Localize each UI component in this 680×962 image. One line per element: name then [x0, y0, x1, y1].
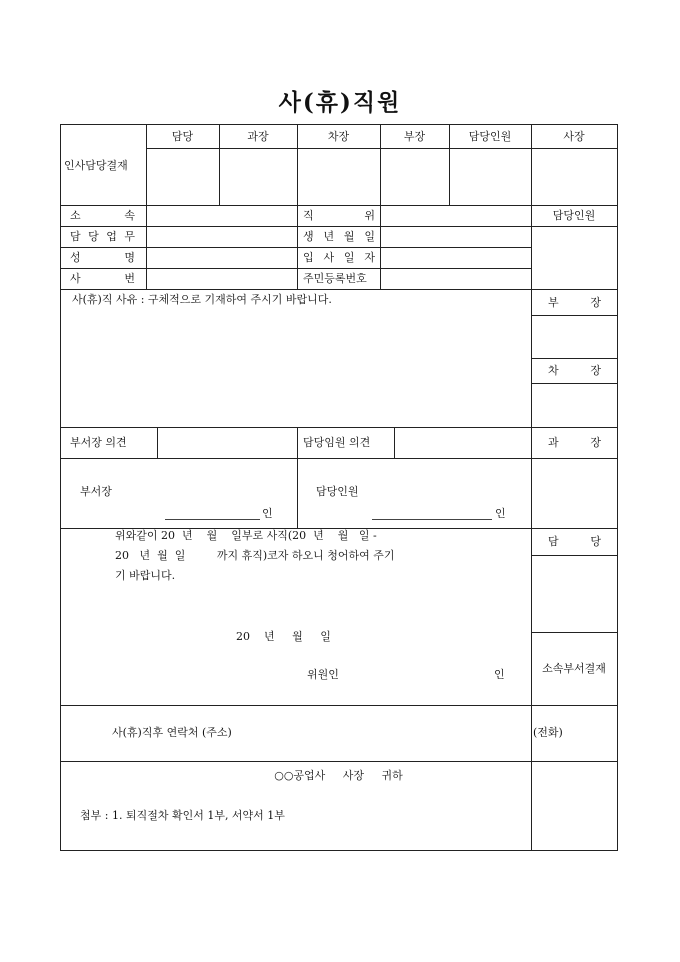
- request-line-3: 기 바랍니다.: [115, 569, 176, 582]
- approval-bottom-line: [60, 205, 617, 206]
- row-line: [60, 289, 617, 290]
- right-line: [531, 632, 617, 633]
- field-label-position: 직 위: [303, 209, 375, 222]
- right-label-gwajang: 과 장: [548, 436, 601, 449]
- field-divider: [146, 205, 147, 290]
- right-label-damdang: 담 당: [548, 535, 601, 548]
- officer-seal: 인: [495, 507, 506, 520]
- dept-head-seal: 인: [262, 507, 273, 520]
- attachment-note: 첨부 : 1. 퇴직절차 확인서 1부, 서약서 1부: [80, 809, 285, 822]
- row-line: [60, 247, 531, 248]
- field-label-dept: 소 속: [70, 209, 135, 222]
- border-left: [60, 124, 61, 851]
- page-title: 사(휴)직원: [278, 89, 402, 116]
- right-line: [531, 358, 617, 359]
- field-label-empno: 사 번: [70, 272, 135, 285]
- right-line: [531, 383, 617, 384]
- officer-sign-label: 담당인원: [316, 485, 359, 498]
- reason-text: 사(휴)직 사유 : 구체적으로 기재하여 주시기 바랍니다.: [72, 293, 332, 306]
- approval-header-line: [146, 148, 617, 149]
- right-label-dept-approval: 소속부서결재: [542, 662, 606, 675]
- right-label-bujang: 부 장: [548, 296, 601, 309]
- field-divider: [380, 205, 381, 290]
- contact-address-label: 사(휴)직후 연락처 (주소): [112, 726, 232, 739]
- border-top: [60, 124, 618, 125]
- field-label-name: 성 명: [70, 251, 135, 264]
- officer-opinion-label: 담당임원 의견: [303, 436, 371, 449]
- field-label-duty: 담 당 업 무: [70, 230, 135, 243]
- approval-col-damdang: 담당: [171, 130, 194, 143]
- approval-col-damdang-inwon: 담당인원: [468, 130, 512, 143]
- applicant-seal: 인: [494, 668, 505, 681]
- approval-col-chajang: 차장: [327, 130, 350, 143]
- right-label-chajang: 차 장: [548, 364, 601, 377]
- dept-head-sign-line: [165, 519, 260, 520]
- contact-bottom-line: [60, 761, 617, 762]
- approval-col-bujang: 부장: [403, 130, 426, 143]
- applicant-label: 위원인: [307, 668, 339, 681]
- dept-head-sign-label: 부서장: [80, 485, 112, 498]
- approval-col-gwajang: 과장: [247, 130, 269, 143]
- row-line: [60, 268, 531, 269]
- officer-sign-line: [372, 519, 492, 520]
- right-label-damdang-inwon: 담당인원: [552, 209, 596, 222]
- field-divider: [297, 205, 298, 290]
- opinion-divider: [157, 427, 158, 459]
- field-label-hire-date: 입 사 일 자: [303, 251, 375, 264]
- field-label-birth: 생 년 월 일: [303, 230, 375, 243]
- border-right: [617, 124, 618, 851]
- opinion-divider: [394, 427, 395, 459]
- opinion-top-line: [60, 427, 617, 428]
- opinion-middle-divider: [297, 427, 298, 529]
- request-date: 20 년 월 일: [236, 630, 331, 643]
- right-line: [531, 315, 617, 316]
- request-line-2: 20 년 월 일 까지 휴직)코자 하오니 청어하여 주기: [115, 549, 395, 562]
- addressee: ○○공업사 사장 귀하: [274, 769, 403, 782]
- field-label-resident-no: 주민등록번호: [303, 272, 367, 285]
- dept-head-opinion-label: 부서장 의견: [70, 436, 127, 449]
- approval-col-sajang: 사장: [563, 130, 585, 143]
- request-line-1: 위와같이 20 년 월 일부로 사직(20 년 월 일 -: [115, 529, 377, 542]
- border-bottom: [60, 850, 618, 851]
- contact-top-line: [60, 705, 617, 706]
- opinion-header-line: [60, 458, 617, 459]
- contact-phone-label: (전화): [533, 726, 563, 739]
- right-line: [531, 555, 617, 556]
- approval-label: 인사담당결재: [64, 159, 128, 172]
- row-line: [60, 226, 617, 227]
